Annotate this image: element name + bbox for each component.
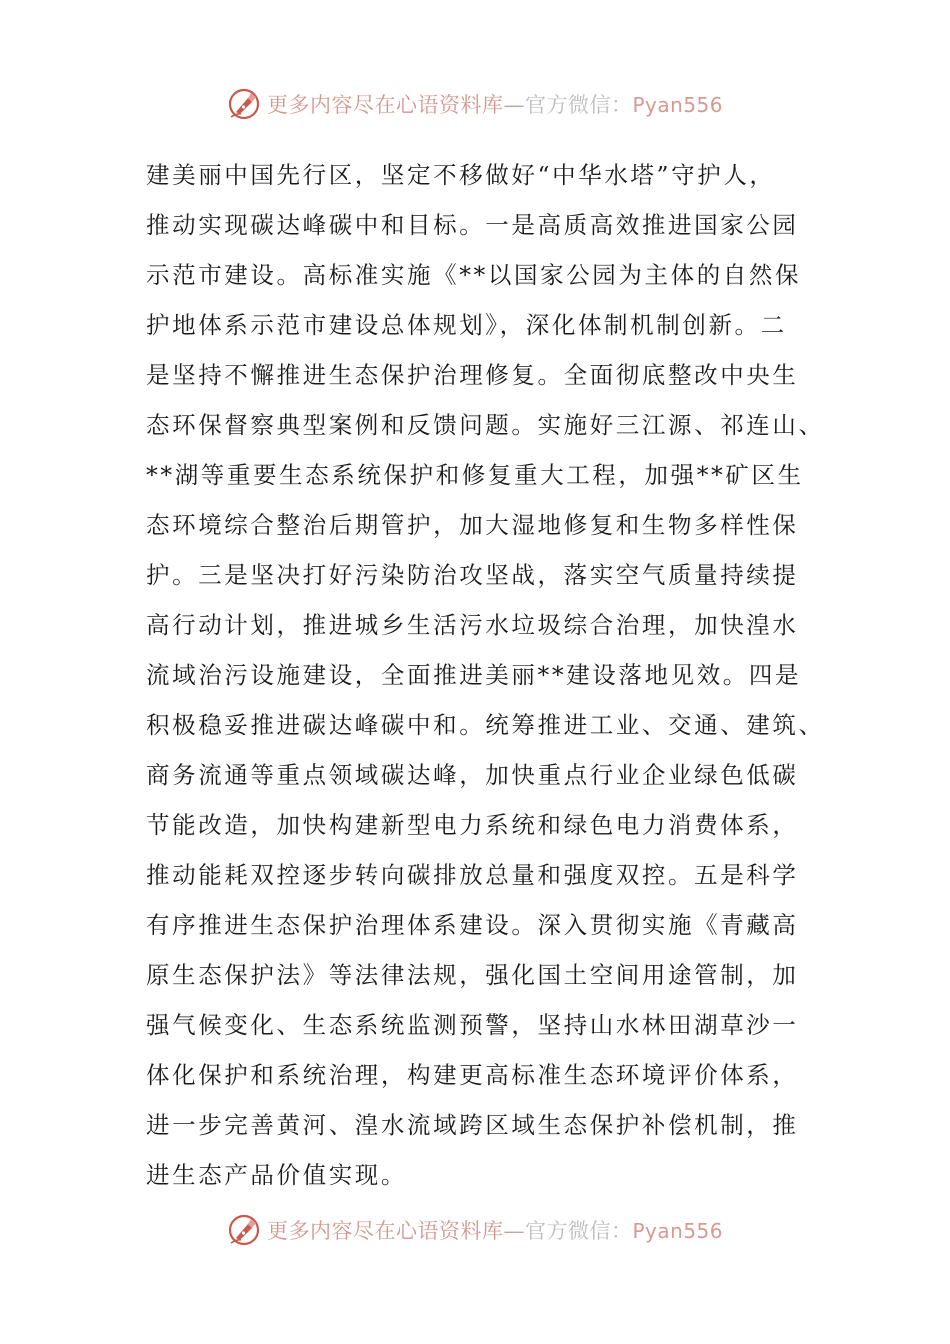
text-line: 进生态产品价值实现。: [146, 1161, 407, 1189]
watermark-label: 官方微信：: [524, 1219, 633, 1243]
text-line: 有序推进生态保护治理体系建设。深入贯彻实施《青藏高: [146, 911, 799, 939]
text-line: 积极稳妥推进碳达峰碳中和。统筹推进工业、交通、建筑、: [146, 711, 825, 739]
text-line: 原生态保护法》等法律法规，强化国土空间用途管制，加: [146, 961, 799, 989]
text-line: **湖等重要生态系统保护和修复重大工程，加强**矿区生: [146, 461, 804, 489]
text-line: 高行动计划，推进城乡生活污水垃圾综合治理，加快湟水: [146, 611, 799, 639]
text-line: 流域治污设施建设，全面推进美丽**建设落地见效。四是: [146, 661, 802, 689]
text-line: 节能改造，加快构建新型电力系统和绿色电力消费体系，: [146, 811, 799, 839]
watermark-id: Pyan556: [632, 1219, 723, 1243]
watermark-text: 更多内容尽在心语资料库: [266, 93, 504, 117]
watermark-text: 更多内容尽在心语资料库: [266, 1219, 504, 1243]
text-line: 护。三是坚决打好污染防治攻坚战，落实空气质量持续提: [146, 561, 799, 589]
text-line: 建美丽中国先行区，坚定不移做好“中华水塔”守护人，: [146, 161, 776, 189]
text-line: 推动实现碳达峰碳中和目标。一是高质高效推进国家公园: [146, 211, 799, 239]
header-watermark: [0, 84, 950, 124]
text-line: 态环境综合整治后期管护，加大湿地修复和生物多样性保: [146, 511, 799, 539]
footer-watermark: [0, 1210, 950, 1250]
watermark-separator: —: [503, 93, 525, 117]
watermark-separator: —: [503, 1219, 525, 1243]
pen-nib-logo-icon: [227, 87, 261, 121]
text-line: 是坚持不懈推进生态保护治理修复。全面彻底整改中央生: [146, 361, 799, 389]
text-line: 推动能耗双控逐步转向碳排放总量和强度双控。五是科学: [146, 861, 799, 889]
text-line: 商务流通等重点领域碳达峰，加快重点行业企业绿色低碳: [146, 761, 799, 789]
body-paragraph: [146, 150, 825, 1200]
pen-nib-logo-icon: [227, 1213, 261, 1247]
text-line: 护地体系示范市建设总体规划》，深化体制机制创新。二: [146, 311, 787, 339]
text-line: 强气候变化、生态系统监测预警，坚持山水林田湖草沙一: [146, 1011, 799, 1039]
watermark-id: Pyan556: [632, 93, 723, 117]
text-line: 示范市建设。高标准实施《**以国家公园为主体的自然保: [146, 261, 802, 289]
watermark-label: 官方微信：: [524, 93, 633, 117]
text-line: 态环保督察典型案例和反馈问题。实施好三江源、祁连山、: [146, 411, 825, 439]
text-line: 体化保护和系统治理，构建更高标准生态环境评价体系，: [146, 1061, 799, 1089]
text-line: 进一步完善黄河、湟水流域跨区域生态保护补偿机制，推: [146, 1111, 799, 1139]
